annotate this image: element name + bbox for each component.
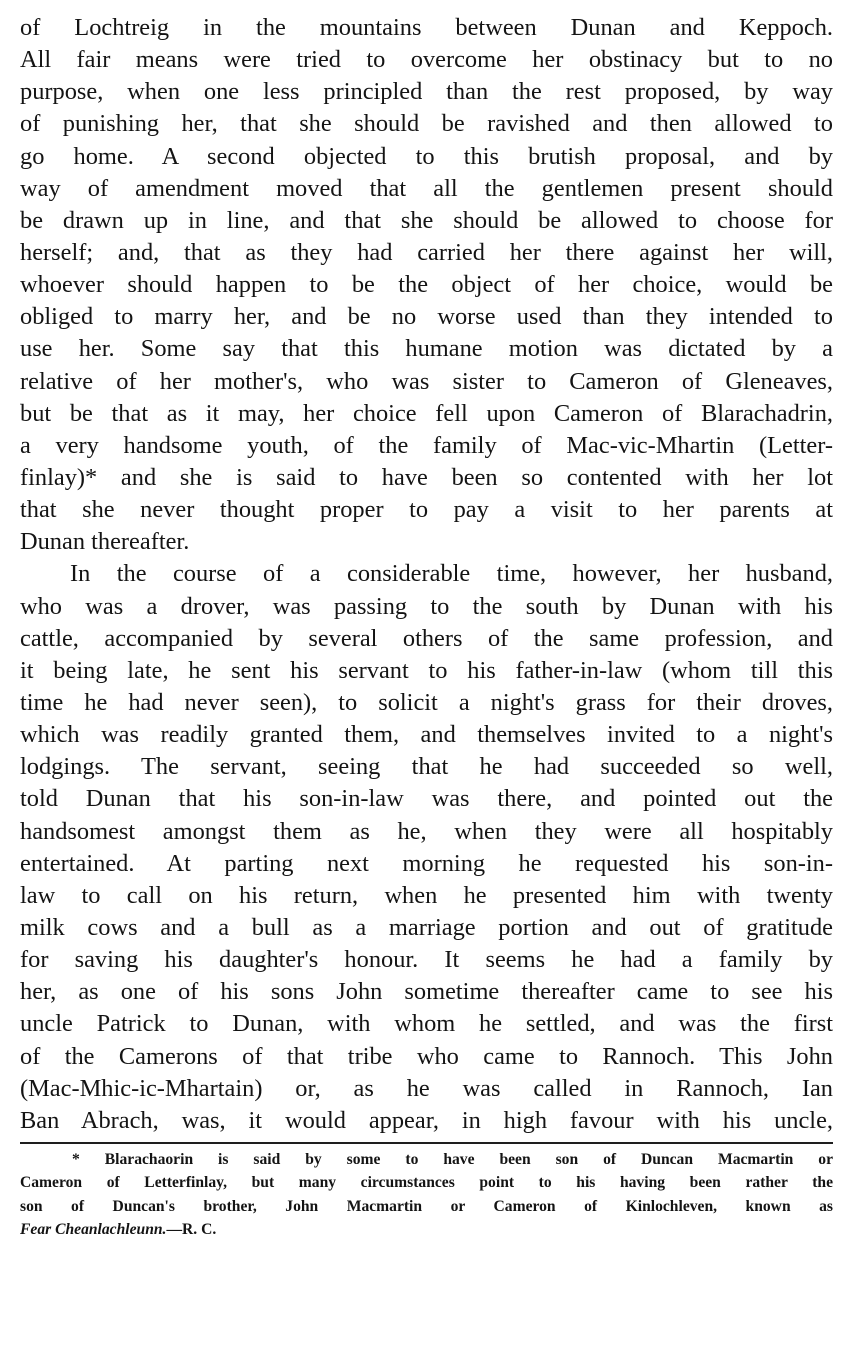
text-line: All fair means were tried to overcome her obstinacy but to no — [20, 46, 833, 74]
text-line: of Lochtreig in the mountains between Dunan and Keppoch. — [20, 14, 833, 41]
text-line: obliged to marry her, and be no worse used than they intended to — [20, 303, 833, 331]
footnote-signature: —R. C. — [166, 1221, 217, 1239]
text-line: who was a drover, was passing to the south by Dunan with his — [20, 592, 833, 620]
footnote-last-line — [20, 1218, 833, 1242]
text-line: use her. Some say that this humane motion was dictated by a — [20, 335, 833, 363]
text-line: for saving his daughter's honour. It seems he had a family by — [20, 946, 833, 974]
text-line: time he had never seen), to solicit a night's grass for their droves, — [20, 688, 833, 716]
body-text — [20, 12, 833, 1137]
text-line: of punishing her, that she should be ravished and then allowed to — [20, 110, 833, 138]
footnote-italic-name: Fear Cheanlachleunn. — [20, 1221, 167, 1239]
text-line: cattle, accompanied by several others of the same profession, and — [20, 624, 833, 652]
text-line: lodgings. The servant, seeing that he had succeeded so well, — [20, 753, 833, 781]
text-line: finlay)* and she is said to have been so contented with her lot — [20, 463, 833, 491]
text-line: of the Camerons of that tribe who came to Rannoch. This John — [20, 1042, 833, 1070]
text-line: whoever should happen to be the object of her choice, would be — [20, 271, 833, 299]
text-line: her, as one of his sons John sometime thereafter came to see his — [20, 978, 833, 1006]
text-line: way of amendment moved that all the gentlemen present should — [20, 174, 833, 202]
footnote-rule — [20, 1142, 833, 1144]
text-line: law to call on his return, when he presented him with twenty — [20, 881, 833, 909]
footnote-line: Cameron of Letterfinlay, but many circumstances point to his having been rather the — [20, 1174, 833, 1192]
text-line: entertained. At parting next morning he requested his son-in- — [20, 849, 833, 877]
footnote-line: * Blarachaorin is said by some to have been son of Duncan Macmartin or — [72, 1150, 833, 1168]
footnote-line: son of Duncan's brother, John Macmartin or Cameron of Kinlochleven, known as — [20, 1197, 833, 1215]
text-line: go home. A second objected to this brutish proposal, and by — [20, 142, 833, 170]
footnote — [20, 1148, 833, 1242]
text-line: Ban Abrach, was, it would appear, in high favour with his uncle, — [20, 1106, 833, 1134]
text-line: told Dunan that his son-in-law was there, and pointed out the — [20, 785, 833, 813]
book-page — [20, 12, 833, 1242]
text-line: uncle Patrick to Dunan, with whom he settled, and was the first — [20, 1010, 833, 1038]
text-line: which was readily granted them, and themselves invited to a night's — [20, 721, 833, 749]
text-line: milk cows and a bull as a marriage portion and out of gratitude — [20, 913, 833, 941]
text-line: purpose, when one less principled than the rest proposed, by way — [20, 78, 833, 106]
text-line: (Mac-Mhic-ic-Mhartain) or, as he was called in Rannoch, Ian — [20, 1074, 833, 1102]
text-line: handsomest amongst them as he, when they were all hospitably — [20, 817, 833, 845]
text-line: but be that as it may, her choice fell upon Cameron of Blarachadrin, — [20, 399, 833, 427]
text-line: that she never thought proper to pay a visit to her parents at — [20, 496, 833, 524]
text-line: be drawn up in line, and that she should be allowed to choose for — [20, 206, 833, 234]
paragraph-end-line: Dunan thereafter. — [20, 528, 190, 556]
text-line: relative of her mother's, who was sister to Cameron of Gleneaves, — [20, 367, 833, 395]
text-line: a very handsome youth, of the family of Mac-vic-Mhartin (Letter- — [20, 431, 833, 459]
paragraph-start-line: In the course of a considerable time, however, her husband, — [70, 560, 833, 588]
text-line: herself; and, that as they had carried her there against her will, — [20, 238, 833, 266]
text-line: it being late, he sent his servant to his father-in-law (whom till this — [20, 656, 833, 684]
